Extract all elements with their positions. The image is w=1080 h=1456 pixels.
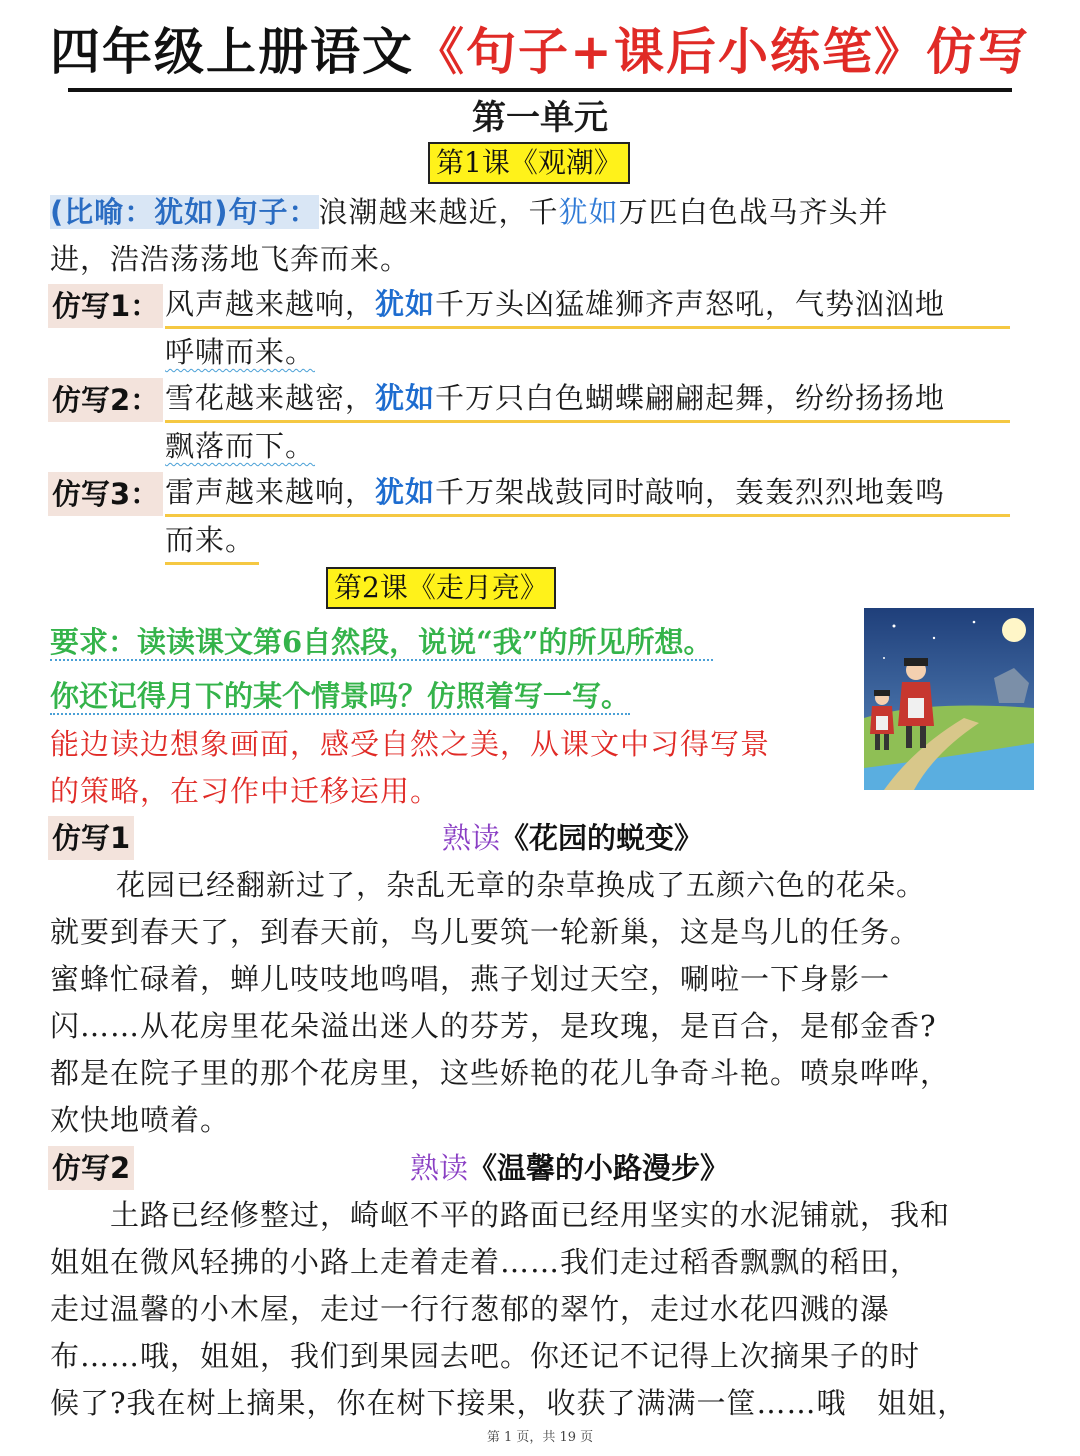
practice1-tag: 仿写1 [48,816,134,860]
passage-line: 候了?我在树上摘果，你在树下接果，收获了满满一筐……哦 姐姐， [50,1386,968,1420]
practice1-heading [442,816,703,860]
sentence-part: 浪潮越来越近， [318,195,529,229]
practice-pre: 风声越来越响， [165,287,376,321]
keyword: 犹如 [375,475,436,509]
page-title [0,22,1080,82]
read-label: 熟读 [442,821,501,855]
simile-tag: (比喻：犹如)句子： [50,195,319,229]
title-underline [68,88,1012,92]
practice-tag: 仿写3： [48,472,163,516]
keyword: 犹如 [558,195,619,229]
practice-pre: 雪花越来越密， [165,381,376,415]
requirement-line-1 [50,620,713,664]
practice-item-1 [165,282,1010,329]
passage-line: 走过温馨的小木屋，走过一行行葱郁的翠竹，走过水花四溅的瀑 [50,1292,891,1326]
passage-line: 土路已经修整过，崎岖不平的路面已经用坚实的水泥铺就，我和 [110,1198,951,1232]
practice-post: 千万只白色蝴蝶翩翩起舞，纷纷扬扬地 [435,381,946,415]
practice-tag: 仿写2： [48,378,163,422]
practice-item-3-line2: 而来。 [165,518,259,565]
practice-item-1-line2 [165,330,315,374]
title-plain: 四年级上册语文 [50,22,415,81]
book-title: 《花园的蜕变》 [500,821,704,855]
keyword: 犹如 [375,287,436,321]
practice-tag: 仿写1： [48,284,163,328]
practice-line2: 呼啸而来。 [165,335,316,369]
practice2-tag: 仿写2 [48,1146,134,1190]
objective-line-1: 能边读边想象画面，感受自然之美，从课文中习得写景 [50,727,771,761]
moonlit-walk-illustration [864,608,1034,790]
passage-line: 花园已经翻新过了，杂乱无章的杂草换成了五颜六色的花朵。 [116,868,927,902]
passage-line: 姐姐在微风轻拂的小路上走着走着……我们走过稻香飘飘的稻田， [50,1245,921,1279]
objective-line-2: 的策略，在习作中迁移运用。 [50,774,441,808]
sentence-part: 万匹白色战马齐头并 [618,195,889,229]
requirement-text: 你还记得月下的某个情景吗？仿照着写一写。 [50,679,631,713]
lesson1-sentence [50,189,1040,236]
practice-item-2-line2 [165,424,315,468]
passage-line: 布……哦，姐姐，我们到果园去吧。你还记不记得上次摘果子的时 [50,1339,921,1373]
lesson1-label: 第1课《观潮》 [428,142,630,184]
requirement-line-2 [50,674,630,718]
passage-line: 蜜蜂忙碌着，蝉儿吱吱地鸣唱，燕子划过天空，唰啦一下身影一 [50,962,891,996]
passage-line: 欢快地喷着。 [50,1103,231,1137]
practice2-passage [50,1192,1040,1427]
lesson2-label: 第2课《走月亮》 [326,567,556,609]
lesson1-sentence-line2: 进，浩浩荡荡地飞奔而来。 [50,242,411,276]
title-highlight: 《句子+课后小练笔》仿写 [414,22,1030,81]
book-title: 《温馨的小路漫步》 [468,1151,730,1185]
practice1-passage [50,862,1040,1144]
unit-heading: 第一单元 [472,98,608,138]
practice-post: 千万头凶猛雄狮齐声怒吼，气势汹汹地 [435,287,946,321]
page-footer: 第 1 页，共 19 页 [486,1430,594,1445]
practice-item-3 [165,470,1010,517]
practice2-heading [410,1146,729,1190]
read-label: 熟读 [410,1151,469,1185]
passage-line: 都是在院子里的那个花房里，这些娇艳的花儿争奇斗艳。喷泉哗哗， [50,1056,951,1090]
requirement-text: 要求：读读课文第6自然段，说说“我”的所见所想。 [50,625,713,659]
practice-line2: 飘落而下。 [165,429,316,463]
practice-item-2 [165,376,1010,423]
practice-post: 千万架战鼓同时敲响，轰轰烈烈地轰鸣 [435,475,946,509]
sentence-part: 千 [528,195,559,229]
keyword: 犹如 [375,381,436,415]
passage-line: 就要到春天了，到春天前，鸟儿要筑一轮新巢，这是鸟儿的任务。 [50,915,921,949]
passage-line: 闪……从花房里花朵溢出迷人的芬芳，是玫瑰，是百合，是郁金香? [50,1009,937,1043]
practice-pre: 雷声越来越响， [165,475,376,509]
